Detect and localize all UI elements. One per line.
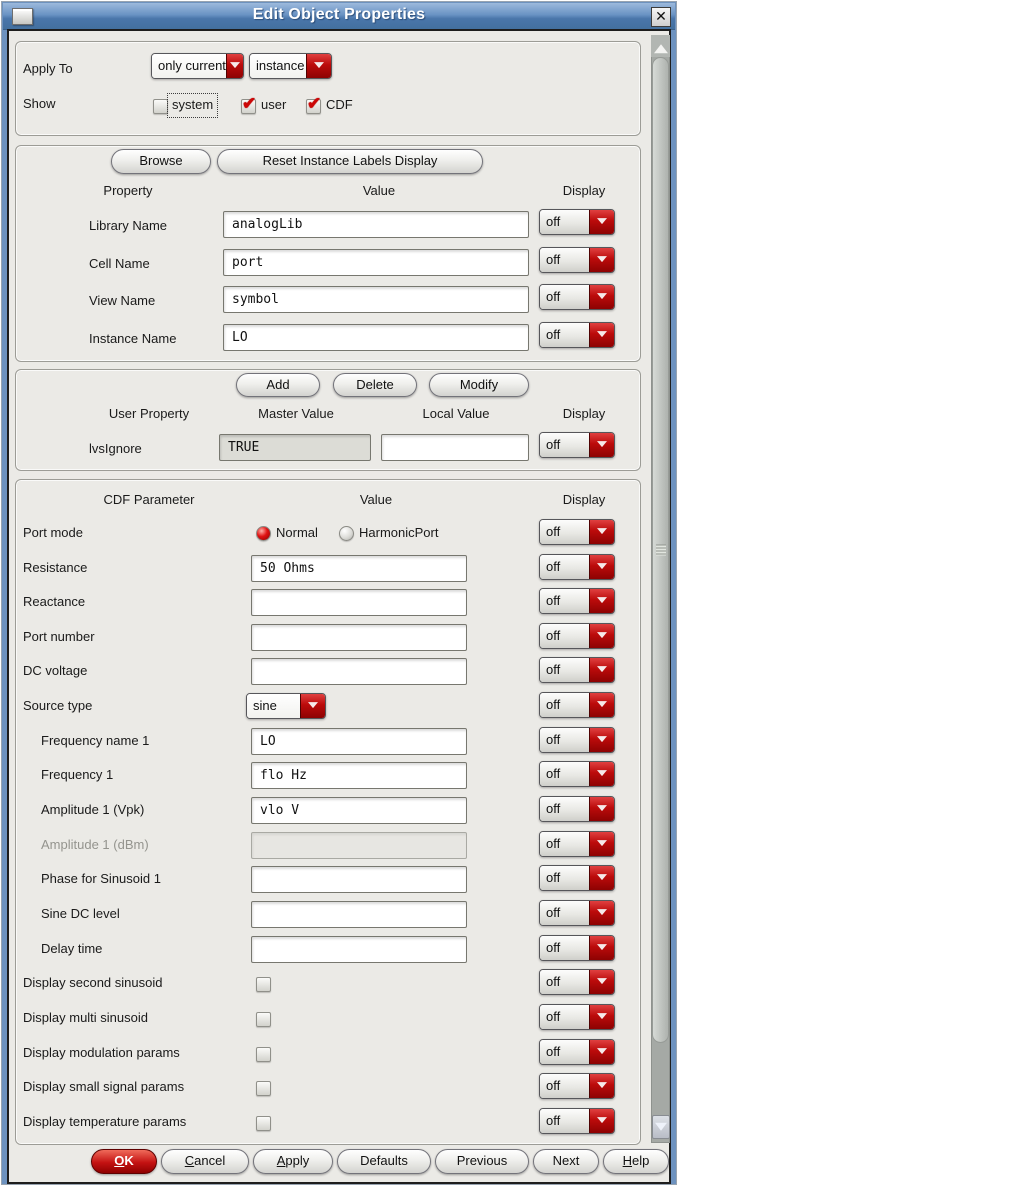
frequency-1-field[interactable]: flo Hz: [251, 762, 467, 789]
scrollbar-grip-icon: [656, 545, 666, 556]
display-value: off: [540, 555, 589, 579]
checkbox-user-label: user: [261, 97, 287, 112]
radio-harmonicport[interactable]: [339, 526, 354, 541]
display-value: off: [540, 323, 589, 347]
ok-button[interactable]: OK: [91, 1149, 157, 1174]
display-modulation-params-display-dropdown[interactable]: [539, 1039, 615, 1065]
display-value: off: [540, 1109, 589, 1133]
resistance-label: Resistance: [23, 560, 88, 575]
apply-target-value: instance: [250, 54, 306, 78]
amplitude-1-vpk-field[interactable]: vlo V: [251, 797, 467, 824]
previous-button[interactable]: Previous: [435, 1149, 529, 1174]
cell-name-label: Cell Name: [89, 256, 150, 271]
display-temperature-params-display-dropdown[interactable]: [539, 1108, 615, 1134]
edit-object-properties-window: [1, 1, 677, 1185]
dialog-content: [7, 29, 671, 1184]
apply-target-dropdown[interactable]: [249, 53, 332, 79]
chevron-down-icon: [589, 248, 614, 272]
instance-name-field[interactable]: LO: [223, 324, 529, 351]
source-type-dropdown[interactable]: [246, 693, 326, 719]
chevron-down-icon: [589, 589, 614, 613]
cdf-value-header: Value: [359, 492, 393, 507]
checkbox-user[interactable]: [241, 99, 256, 114]
display-value: off: [540, 832, 589, 856]
display-value: off: [540, 285, 589, 309]
display-value: off: [540, 589, 589, 613]
sine-dc-level-display-dropdown[interactable]: [539, 900, 615, 926]
display-value: off: [540, 433, 589, 457]
chevron-down-icon: [589, 936, 614, 960]
display-second-sinusoid-display-dropdown[interactable]: [539, 969, 615, 995]
instance-display-dropdown[interactable]: [539, 322, 615, 348]
apply-scope-value: only current: [152, 54, 226, 78]
display-value: off: [540, 210, 589, 234]
chevron-down-icon: [589, 520, 614, 544]
lvsignore-label: lvsIgnore: [89, 441, 142, 456]
chevron-down-icon: [589, 1074, 614, 1098]
chevron-down-icon: [589, 658, 614, 682]
system-focus-box: [167, 93, 218, 118]
dc-voltage-display-dropdown[interactable]: [539, 657, 615, 683]
scrollbar-up-icon[interactable]: [651, 35, 670, 57]
chevron-down-icon: [589, 1040, 614, 1064]
frequency-name-1-label: Frequency name 1: [41, 733, 150, 748]
display-value: off: [540, 693, 589, 717]
display-value: off: [540, 624, 589, 648]
delay-time-label: Delay time: [41, 941, 103, 956]
library-display-dropdown[interactable]: [539, 209, 615, 235]
view-name-label: View Name: [89, 293, 156, 308]
reactance-label: Reactance: [23, 594, 86, 609]
property-header: Property: [103, 183, 153, 198]
display-temperature-params-checkbox[interactable]: [256, 1116, 271, 1131]
port-mode-label: Port mode: [23, 525, 83, 540]
radio-normal[interactable]: [256, 526, 271, 541]
radio-normal-label: Normal: [276, 525, 318, 540]
display-small-signal-params-display-dropdown[interactable]: [539, 1073, 615, 1099]
chevron-down-icon: [589, 285, 614, 309]
display-multi-sinusoid-label: Display multi sinusoid: [23, 1010, 148, 1025]
chevron-down-icon: [589, 693, 614, 717]
display-value: off: [540, 901, 589, 925]
reactance-display-dropdown[interactable]: [539, 588, 615, 614]
delete-button[interactable]: Delete: [333, 373, 417, 397]
port-number-field[interactable]: [251, 624, 467, 651]
chevron-down-icon: [589, 555, 614, 579]
view-display-dropdown[interactable]: [539, 284, 615, 310]
modify-button[interactable]: Modify: [429, 373, 529, 397]
source-type-display-dropdown[interactable]: [539, 692, 615, 718]
user-property-header: User Property: [108, 406, 190, 421]
display-modulation-params-checkbox[interactable]: [256, 1047, 271, 1062]
display-value: off: [540, 520, 589, 544]
chevron-down-icon: [589, 970, 614, 994]
defaults-button[interactable]: Defaults: [337, 1149, 431, 1174]
sine-dc-level-label: Sine DC level: [41, 906, 120, 921]
phase-sinusoid-1-field[interactable]: [251, 866, 467, 893]
phase-sinusoid-1-display-dropdown[interactable]: [539, 865, 615, 891]
scrollbar-down-icon[interactable]: [652, 1115, 670, 1139]
frequency-1-label: Frequency 1: [41, 767, 114, 782]
chevron-down-icon: [306, 54, 331, 78]
reactance-field[interactable]: [251, 589, 467, 616]
lvsignore-master-value-field[interactable]: TRUE: [219, 434, 371, 461]
display-value: off: [540, 728, 589, 752]
display-temperature-params-label: Display temperature params: [23, 1114, 187, 1129]
display-value: off: [540, 970, 589, 994]
checkbox-cdf[interactable]: [306, 99, 321, 114]
amplitude-1-vpk-label: Amplitude 1 (Vpk): [41, 802, 145, 817]
chevron-down-icon: [589, 1005, 614, 1029]
port-number-label: Port number: [23, 629, 95, 644]
display-value: off: [540, 248, 589, 272]
chevron-down-icon: [589, 797, 614, 821]
source-type-label: Source type: [23, 698, 93, 713]
frequency-name-1-display-dropdown[interactable]: [539, 727, 615, 753]
amplitude-1-dbm-label: Amplitude 1 (dBm): [41, 837, 149, 852]
chevron-down-icon: [226, 54, 243, 78]
amplitude-1-dbm-field: [251, 832, 467, 859]
display-header: Display: [562, 406, 606, 421]
checkbox-cdf-label: CDF: [326, 97, 353, 112]
chevron-down-icon: [589, 901, 614, 925]
help-button[interactable]: Help: [603, 1149, 669, 1174]
apply-to-label: Apply To: [23, 61, 73, 76]
reset-instance-labels-button[interactable]: Reset Instance Labels Display: [217, 149, 483, 174]
display-value: off: [540, 797, 589, 821]
display-header: Display: [562, 183, 606, 198]
amplitude-1-vpk-display-dropdown[interactable]: [539, 796, 615, 822]
chevron-down-icon: [589, 1109, 614, 1133]
view-name-field[interactable]: symbol: [223, 286, 529, 313]
local-value-header: Local Value: [422, 406, 490, 421]
dc-voltage-label: DC voltage: [23, 663, 88, 678]
checkbox-system[interactable]: [153, 99, 168, 114]
display-value: off: [540, 866, 589, 890]
display-value: off: [540, 936, 589, 960]
chevron-down-icon: [589, 832, 614, 856]
checkbox-system-label: system: [172, 97, 214, 112]
show-label: Show: [23, 96, 56, 111]
chevron-down-icon: [589, 762, 614, 786]
delay-time-field[interactable]: [251, 936, 467, 963]
cdf-display-header: Display: [562, 492, 606, 507]
display-value: off: [540, 1074, 589, 1098]
display-small-signal-params-checkbox[interactable]: [256, 1081, 271, 1096]
cell-display-dropdown[interactable]: [539, 247, 615, 273]
display-second-sinusoid-checkbox[interactable]: [256, 977, 271, 992]
source-type-value: sine: [247, 694, 300, 718]
delay-time-display-dropdown[interactable]: [539, 935, 615, 961]
resistance-display-dropdown[interactable]: [539, 554, 615, 580]
instance-name-label: Instance Name: [89, 331, 177, 346]
chevron-down-icon: [589, 866, 614, 890]
cancel-button[interactable]: Cancel: [161, 1149, 249, 1174]
display-value: off: [540, 1040, 589, 1064]
master-value-header: Master Value: [258, 406, 334, 421]
apply-button[interactable]: Apply: [253, 1149, 333, 1174]
lvsignore-local-value-field[interactable]: [381, 434, 529, 461]
radio-harmonicport-label: HarmonicPort: [359, 525, 439, 540]
cell-name-field[interactable]: port: [223, 249, 529, 276]
phase-sinusoid-1-label: Phase for Sinusoid 1: [41, 871, 161, 886]
display-small-signal-params-label: Display small signal params: [23, 1079, 185, 1094]
resistance-field[interactable]: 50 Ohms: [251, 555, 467, 582]
next-button[interactable]: Next: [533, 1149, 599, 1174]
amplitude-1-dbm-display-dropdown[interactable]: [539, 831, 615, 857]
value-header: Value: [362, 183, 396, 198]
chevron-down-icon: [589, 728, 614, 752]
port-number-display-dropdown[interactable]: [539, 623, 615, 649]
window-titlebar[interactable]: [3, 3, 675, 30]
window-title: Edit Object Properties: [252, 6, 426, 23]
display-value: off: [540, 762, 589, 786]
close-icon[interactable]: ✕: [651, 7, 671, 27]
cdf-parameter-header: CDF Parameter: [103, 492, 195, 507]
chevron-down-icon: [589, 210, 614, 234]
dc-voltage-field[interactable]: [251, 658, 467, 685]
display-second-sinusoid-label: Display second sinusoid: [23, 975, 163, 990]
chevron-down-icon: [589, 323, 614, 347]
scrollbar-thumb[interactable]: [652, 57, 669, 1043]
chevron-down-icon: [300, 694, 325, 718]
sine-dc-level-field[interactable]: [251, 901, 467, 928]
frequency-name-1-field[interactable]: LO: [251, 728, 467, 755]
browse-button[interactable]: Browse: [111, 149, 211, 174]
add-button[interactable]: Add: [236, 373, 320, 397]
lvsignore-display-dropdown[interactable]: [539, 432, 615, 458]
library-name-field[interactable]: analogLib: [223, 211, 529, 238]
display-value: off: [540, 658, 589, 682]
display-modulation-params-label: Display modulation params: [23, 1045, 180, 1060]
port-mode-display-dropdown[interactable]: [539, 519, 615, 545]
display-multi-sinusoid-display-dropdown[interactable]: [539, 1004, 615, 1030]
chevron-down-icon: [589, 624, 614, 648]
apply-scope-dropdown[interactable]: [151, 53, 244, 79]
display-multi-sinusoid-checkbox[interactable]: [256, 1012, 271, 1027]
frequency-1-display-dropdown[interactable]: [539, 761, 615, 787]
library-name-label: Library Name: [89, 218, 168, 233]
chevron-down-icon: [589, 433, 614, 457]
display-value: off: [540, 1005, 589, 1029]
